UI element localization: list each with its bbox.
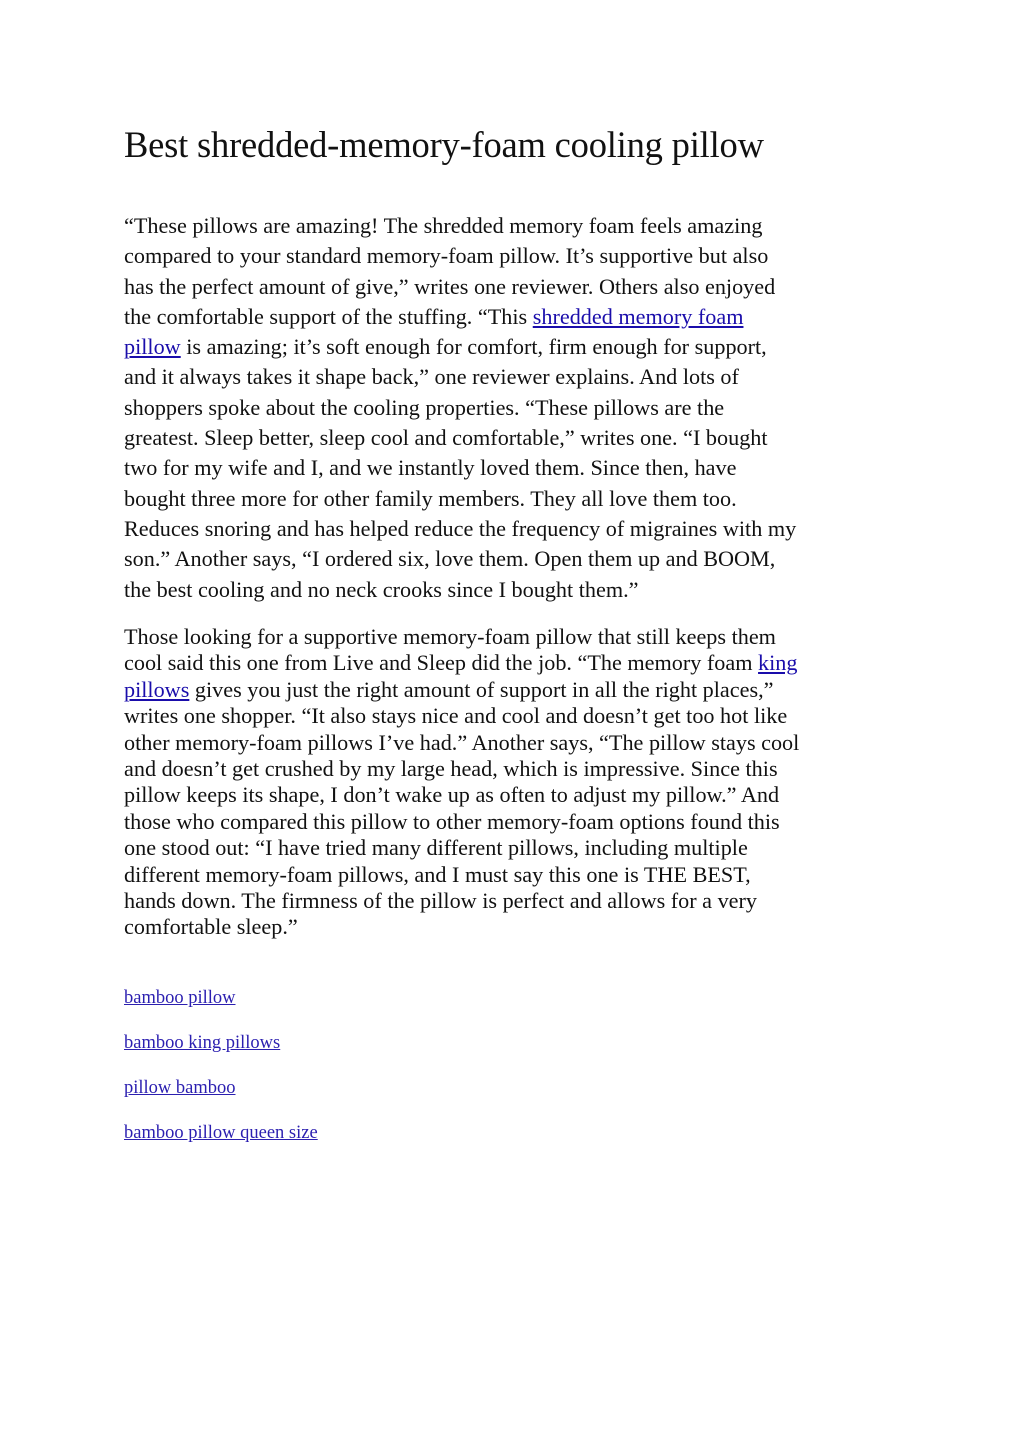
king-pillows-link-part1[interactable]: king [758,650,798,676]
paragraph-line: one stood out: “I have tried many different pillows, including multiple [124,835,748,861]
shredded-memory-foam-link-part1[interactable]: shredded memory foam [532,303,744,329]
paragraph-text: is amazing; it’s soft enough for comfort, firm enough for support, [180,334,767,360]
paragraph-line: Reduces snoring and has helped reduce the frequency of migraines with my [124,515,797,541]
paragraph-line: hands down. The firmness of the pillow is perfect and allows for a very [124,888,758,914]
paragraph-line [124,677,904,703]
related-links-list [124,986,318,1166]
paragraph-line: shoppers spoke about the cooling properties. “These pillows are the [124,394,725,420]
bamboo-pillow-queen-size-link[interactable]: bamboo pillow queen size [124,1123,318,1143]
paragraph-line: and it always takes it shape back,” one reviewer explains. And lots of [124,364,739,390]
paragraph-line [124,650,904,676]
paragraph-line: two for my wife and I, and we instantly loved them. Since then, have [124,455,737,481]
bamboo-pillow-link[interactable]: bamboo pillow [124,988,236,1008]
paragraph-line [124,332,904,362]
paragraph-text: cool said this one from Live and Sleep did the job. “The memory foam [124,650,759,676]
paragraph-line: other memory-foam pillows I’ve had.” Another says, “The pillow stays cool [124,729,800,755]
paragraph-line: and doesn’t get crushed by my large head, which is impressive. Since this [124,756,778,782]
list-item [124,1076,318,1121]
paragraph-line [124,302,904,332]
paragraph-line: different memory-foam pillows, and I must say this one is THE BEST, [124,861,751,887]
paragraph-line: bought three more for other family members. They all love them too. [124,485,737,511]
paragraph-line: son.” Another says, “I ordered six, love them. Open them up and BOOM, [124,546,776,572]
paragraph-line: greatest. Sleep better, sleep cool and comfortable,” writes one. “I bought [124,425,768,451]
paragraph-line: those who compared this pillow to other memory-foam options found this [124,808,780,834]
paragraph-line: compared to your standard memory-foam pillow. It’s supportive but also [124,243,769,269]
paragraph-line: pillow keeps its shape, I don’t wake up as often to adjust my pillow.” And [124,782,780,808]
paragraph-text: the comfortable support of the stuffing. “This [124,303,533,329]
pillow-bamboo-link[interactable]: pillow bamboo [124,1078,236,1098]
paragraph-line: has the perfect amount of give,” writes one reviewer. Others also enjoyed [124,273,776,299]
list-item [124,1031,318,1076]
bamboo-king-pillows-link[interactable]: bamboo king pillows [124,1033,281,1053]
page-title: Best shredded-memory-foam cooling pillow [124,124,764,165]
list-item [124,1121,318,1166]
king-pillows-link-part2[interactable]: pillows [124,676,190,702]
paragraph-line: Those looking for a supportive memory-foam pillow that still keeps them [124,624,776,649]
paragraph-line: the best cooling and no neck crooks since I bought them.” [124,576,639,602]
review-paragraph-1 [124,211,904,605]
paragraph-line: “These pillows are amazing! The shredded memory foam feels amazing [124,213,763,238]
review-paragraph-2 [124,624,904,941]
shredded-memory-foam-link-part2[interactable]: pillow [124,334,181,360]
paragraph-line: comfortable sleep.” [124,914,298,940]
list-item [124,986,318,1031]
paragraph-text: gives you just the right amount of support in all the right places,” [189,676,774,702]
paragraph-line: writes one shopper. “It also stays nice and cool and doesn’t get too hot like [124,703,788,729]
